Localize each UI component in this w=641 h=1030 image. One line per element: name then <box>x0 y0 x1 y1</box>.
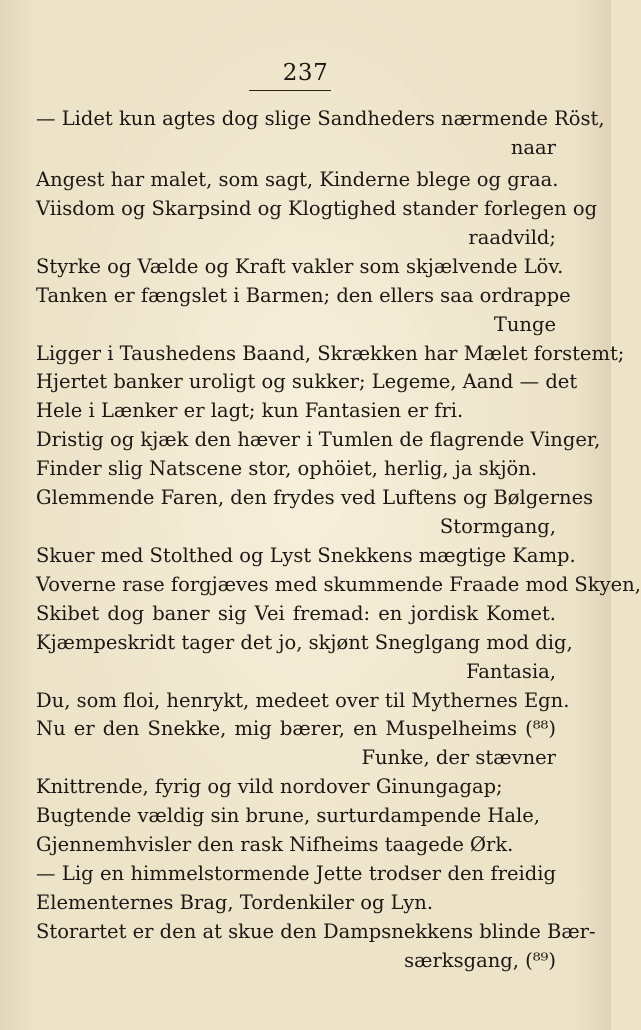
text-line: Hjertet banker uroligt og sukker; Legeme, Aand — det <box>36 370 578 393</box>
text-line: Hele i Lænker er lagt; kun Fantasien er fri. <box>36 399 464 422</box>
text-line: Fantasia, <box>466 660 556 683</box>
text-line: Viisdom og Skarpsind og Klogtighed stander forlegen og <box>36 197 598 220</box>
text-line: Storartet er den at skue den Dampsnekkens blinde Bær- <box>36 920 596 943</box>
text-line: Du, som floi, henrykt, medeet over til Mythernes Egn. <box>36 689 570 712</box>
text-line: Tunge <box>493 313 556 336</box>
text-line: Bugtende vældig sin brune, surturdampende Hale, <box>36 804 540 827</box>
text-line: Kjæmpeskridt tager det jo, skjønt Sneglgang mod dig, <box>36 631 573 654</box>
text-line: Elementernes Brag, Tordenkiler og Lyn. <box>36 891 434 914</box>
text-line: raadvild; <box>468 226 556 249</box>
text-line: — Lidet kun agtes dog slige Sandheders nærmende Röst, <box>36 107 605 130</box>
text-line: Voverne rase forgjæves med skummende Fraade mod Skyen, <box>36 573 641 596</box>
text-line: — Lig en himmelstormende Jette trodser den freidig <box>36 862 556 885</box>
page-number: 237 <box>282 60 329 86</box>
text-line: særksgang, (⁸⁹) <box>404 949 556 972</box>
text-line: Tanken er fængslet i Barmen; den ellers saa ordrappe <box>36 284 571 307</box>
text-line: Glemmende Faren, den frydes ved Luftens og Bølgernes <box>36 486 594 509</box>
text-line: Angest har malet, som sagt, Kinderne blege og graa. <box>36 168 559 191</box>
text-line: Ligger i Taushedens Baand, Skrækken har Mælet forstemt; <box>36 342 625 365</box>
text-line: Knittrende, fyrig og vild nordover Ginungagap; <box>36 775 503 798</box>
text-line: naar <box>510 136 556 159</box>
text-line: Dristig og kjæk den hæver i Tumlen de flagrende Vinger, <box>36 428 601 451</box>
text-line: Gjennemhvisler den rask Nifheims taagede Ørk. <box>36 833 514 856</box>
text-line: Nu er den Snekke, mig bærer, en Muspelheims (⁸⁸) <box>36 717 556 740</box>
text-line: Skibet dog baner sig Vei fremad: en jordisk Komet. <box>36 602 556 625</box>
text-line: Stormgang, <box>439 515 556 538</box>
text-line: Funke, der stævner <box>361 746 556 769</box>
text-line: Skuer med Stolthed og Lyst Snekkens mægtige Kamp. <box>36 544 576 567</box>
text-line: Finder slig Natscene stor, ophöiet, herlig, ja skjön. <box>36 457 538 480</box>
text-line: Styrke og Vælde og Kraft vakler som skjælvende Löv. <box>36 255 564 278</box>
